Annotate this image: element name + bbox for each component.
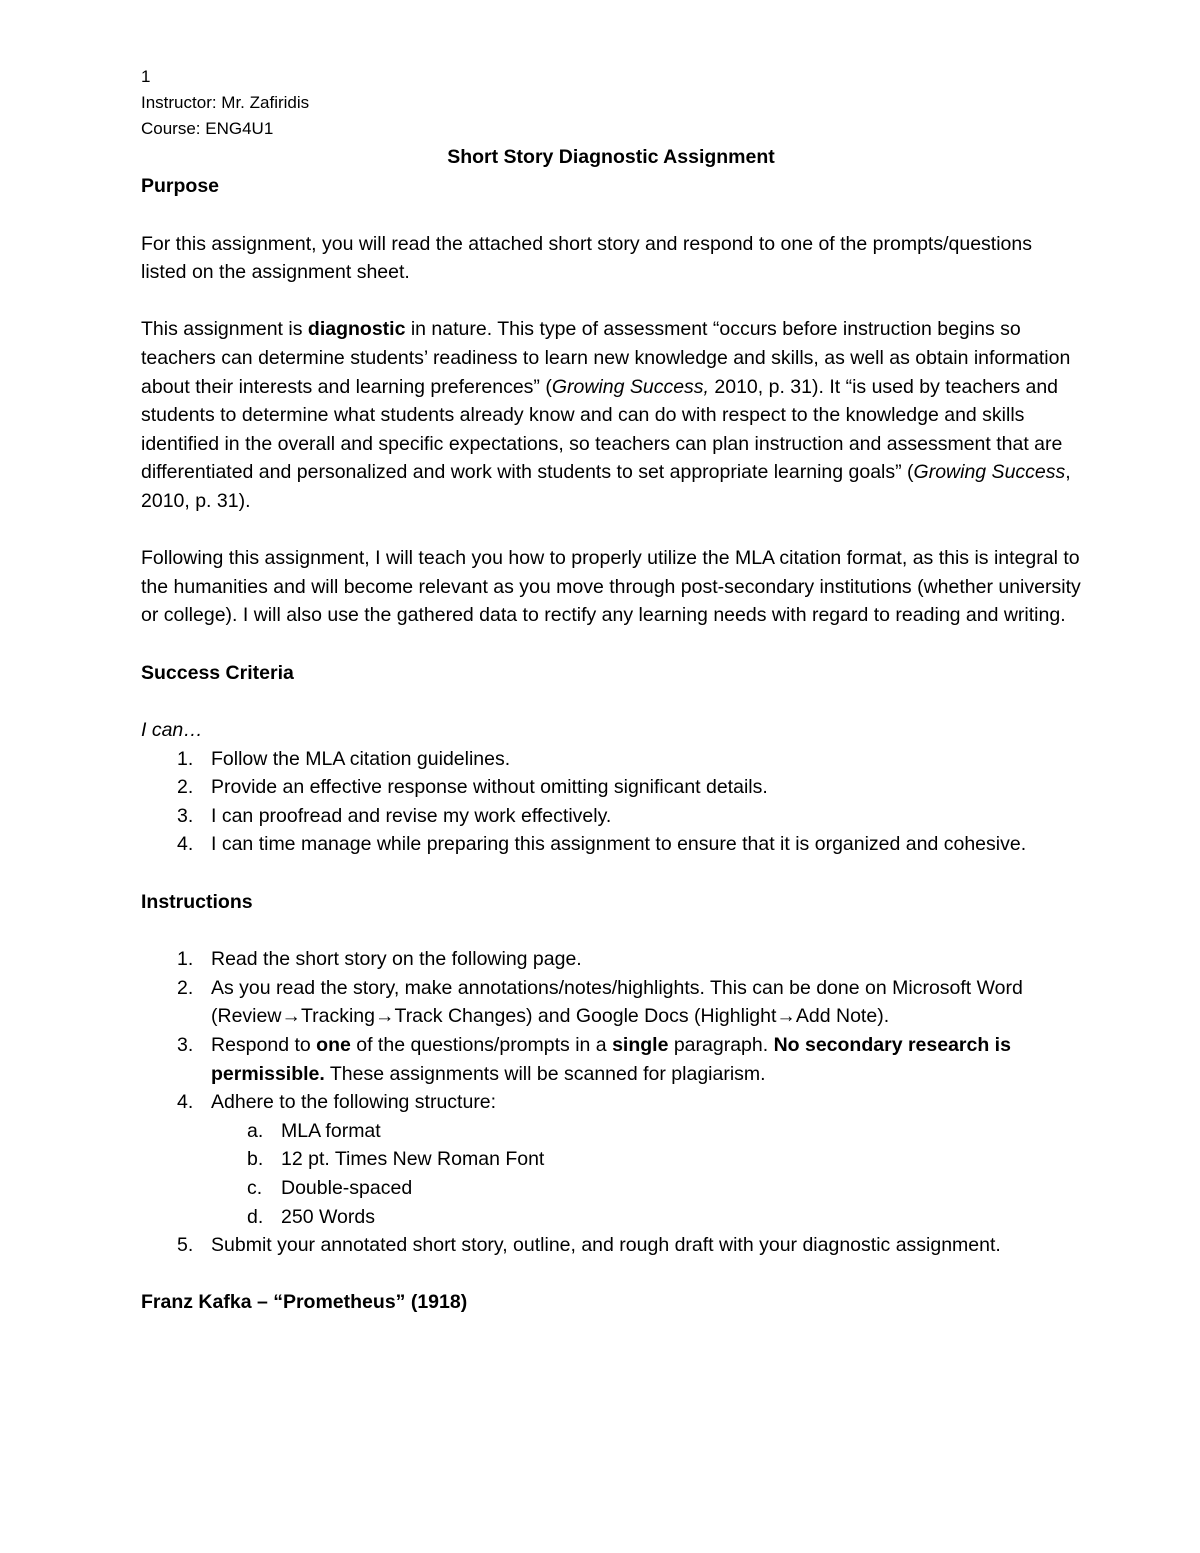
citation-growing-success-2: Growing Success [913,461,1066,484]
list-item: c. Double-spaced [247,1177,413,1199]
list-item: 4. I can time manage while preparing this assignment to ensure that it is organized and cohesive. [177,833,1027,856]
instructions-heading: Instructions [141,890,253,913]
citation-growing-success-1: Growing Success, [551,375,709,398]
course-line: Course: ENG4U1 [141,119,274,138]
p2-mid2: 2010, p. 31). It “is used by teachers and students to determine what students already know and can do with respect to the knowledge and skills identified in the overall and specific expectations, so teachers can plan instruction and assessment that are differentiated and personalized and work with students to set appropriate learning goals” ( [141,375,1063,484]
success-criteria-heading: Success Criteria [141,661,294,684]
purpose-paragraph-1: For this assignment, you will read the attached short story and respond to one of the prompts/questions listed on the assignment sheet. [141,232,1032,284]
success-criteria-list [141,745,1081,859]
purpose-paragraph-2 [141,315,1081,515]
list-item: 1. Follow the MLA citation guidelines. [177,747,511,770]
page-title: Short Story Diagnostic Assignment [447,146,775,168]
diagnostic-term: diagnostic [307,318,406,341]
instructor-line: Instructor: Mr. Zafiridis [141,93,310,112]
list-item: 3. Respond to one of the questions/prompts in a single paragraph. No secondary research is permissible. These assignments will be scanned for plagiarism. [177,1034,1011,1085]
arrow-icon: → [281,1005,301,1028]
success-intro: I can… [141,719,203,742]
arrow-icon: → [776,1005,796,1028]
p2-end: , 2010, p. 31). [141,461,1071,512]
list-item: d. 250 Words [247,1205,375,1228]
document-page [141,64,1081,1317]
purpose-paragraph-3: Following this assignment, I will teach you how to properly utilize the MLA citation format, as this is integral to the humanities and will become relevant as you move through post-secondary institutions (whether university or college). I will also use the gathered data to rectify any learning needs with regard to reading and writing. [141,547,1081,627]
purpose-heading: Purpose [141,175,220,197]
instructions-list [141,945,1081,1260]
p2-mid1: in nature. This type of assessment “occurs before instruction begins so teachers can determine students’ readiness to learn new knowledge and skills, as well as obtain information about their interests and learning preferences” ( [141,318,1071,398]
story-title: Franz Kafka – “Prometheus” (1918) [141,1291,468,1314]
list-item: b. 12 pt. Times New Roman Font [247,1148,545,1171]
list-item: 5. Submit your annotated short story, outline, and rough draft with your diagnostic assignment. [177,1234,1001,1257]
p2-start: This assignment is [141,318,308,341]
list-item: 4. Adhere to the following structure: a. MLA format b. 12 pt. Times New Roman Font c. Double-spaced d. 250 Words [141,1088,1081,1231]
list-item: 2. Provide an effective response without omitting significant details. [177,776,768,799]
page-number: 1 [141,67,151,86]
list-item: 2. As you read the story, make annotations/notes/highlights. This can be done on Microsoft Word (Review→Tracking→Track Changes) and Google Docs (Highlight→Add Note). [177,976,1023,1028]
structure-sublist [211,1117,1081,1231]
list-item: 3. I can proofread and revise my work effectively. [177,804,612,827]
list-item: a. MLA format [247,1119,381,1142]
arrow-icon: → [375,1005,395,1028]
list-item: 1. Read the short story on the following page. [177,948,582,971]
